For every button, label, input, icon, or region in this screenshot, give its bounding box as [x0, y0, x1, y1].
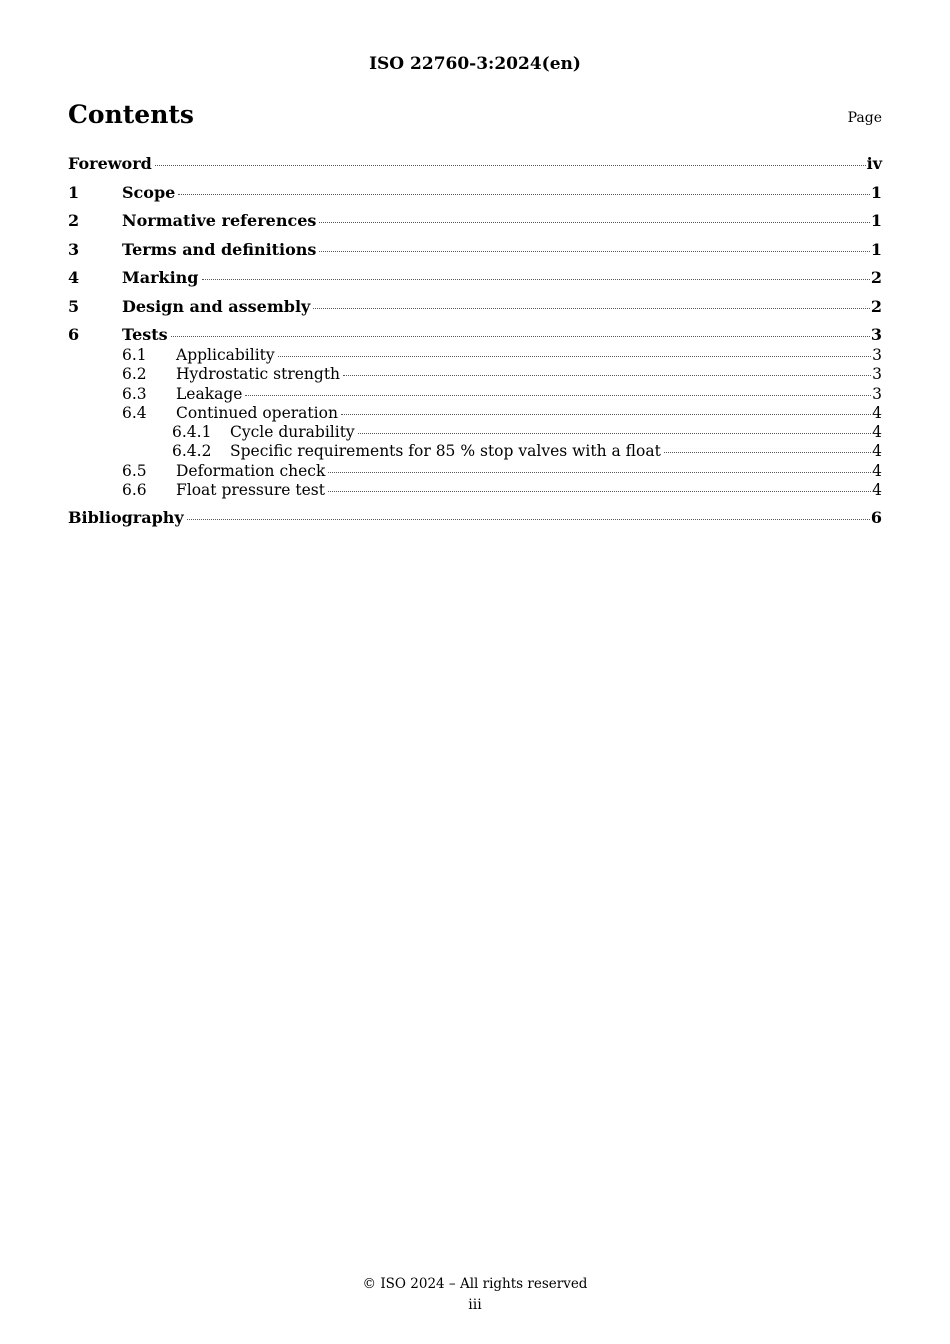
dot-leader: [178, 194, 870, 195]
dot-leader: [155, 165, 866, 166]
dot-leader: [343, 375, 871, 376]
toc-entry-design-and-assembly[interactable]: [68, 296, 882, 318]
toc-entry-page: 4: [872, 423, 882, 442]
toc-entry-page: 4: [872, 403, 882, 422]
toc-entry-title: Float pressure test: [176, 481, 325, 500]
toc-entry-page: 3: [872, 346, 882, 364]
toc-entry-hydrostatic-strength[interactable]: [68, 365, 882, 384]
toc-entry-number: 6.4: [122, 403, 147, 422]
toc-entry-number: 6.2: [122, 365, 147, 384]
toc-entry-page: 3: [872, 365, 882, 384]
toc-entry-title: Cycle durability: [230, 423, 355, 442]
toc-entry-number: 6.4.1: [172, 423, 212, 442]
toc-entry-title: Foreword: [68, 154, 152, 173]
toc-entry-title: Tests: [122, 325, 168, 344]
toc-entry-cycle-durability[interactable]: [68, 423, 882, 442]
toc-entry-number: 2: [68, 211, 80, 230]
table-of-contents: [68, 153, 882, 529]
toc-entry-title: Leakage: [176, 384, 243, 403]
copyright-notice: © ISO 2024 – All rights reserved: [362, 1276, 588, 1292]
document-id-header: ISO 22760-3:2024(en): [369, 54, 581, 74]
toc-entry-foreword[interactable]: [68, 153, 882, 175]
toc-entry-page: 6: [870, 507, 882, 527]
toc-entry-page: 1: [870, 211, 882, 230]
toc-entry-continued-operation[interactable]: [68, 404, 882, 423]
dot-leader: [319, 222, 869, 223]
toc-entry-leakage[interactable]: [68, 385, 882, 404]
toc-entry-title: Continued operation: [176, 403, 338, 422]
toc-entry-title: Bibliography: [68, 507, 184, 527]
toc-entry-number: 6.4.2: [172, 442, 212, 461]
dot-leader: [278, 356, 871, 357]
toc-entry-title: Marking: [122, 268, 199, 287]
toc-entry-title: Terms and definitions: [122, 239, 317, 259]
page-number: iii: [468, 1297, 482, 1313]
toc-entry-title: Normative references: [122, 211, 317, 230]
toc-entry-page: 2: [870, 268, 882, 287]
dot-leader: [313, 308, 870, 309]
toc-entry-page: 1: [870, 239, 882, 259]
toc-entry-number: 6.5: [122, 461, 147, 480]
toc-entry-title: Design and assembly: [122, 296, 311, 316]
dot-leader: [245, 395, 871, 396]
toc-entry-float-pressure-test[interactable]: [68, 481, 882, 500]
toc-entry-specific-requirements-float[interactable]: [68, 442, 882, 461]
toc-entry-number: 6.6: [122, 481, 147, 500]
dot-leader: [328, 491, 871, 492]
toc-entry-title: Deformation check: [176, 461, 326, 480]
toc-entry-page: 2: [870, 296, 882, 316]
toc-entry-page: 4: [872, 481, 882, 500]
toc-entry-page: 3: [872, 384, 882, 403]
dot-leader: [171, 336, 870, 337]
dot-leader: [328, 472, 871, 473]
toc-entry-number: 6: [68, 325, 80, 344]
toc-entry-normative-references[interactable]: [68, 210, 882, 232]
toc-entry-number: 6.1: [122, 346, 147, 364]
dot-leader: [341, 414, 871, 415]
toc-entry-page: iv: [866, 154, 882, 173]
toc-entry-scope[interactable]: [68, 182, 882, 204]
toc-entry-page: 4: [872, 461, 882, 480]
toc-entry-title: Applicability: [176, 346, 275, 364]
dot-leader: [664, 452, 871, 453]
toc-entry-title: Scope: [122, 182, 176, 202]
dot-leader: [187, 519, 870, 520]
toc-entry-title: Hydrostatic strength: [176, 365, 341, 384]
toc-entry-terms-and-definitions[interactable]: [68, 239, 882, 261]
dot-leader: [358, 433, 871, 434]
toc-entry-number: 6.3: [122, 384, 147, 403]
toc-entry-page: 3: [870, 325, 882, 344]
page-column-label: Page: [847, 110, 882, 126]
dot-leader: [319, 251, 869, 252]
contents-heading: Contents: [68, 100, 195, 129]
toc-entry-title: Specific requirements for 85 % stop valves with a float: [230, 442, 661, 461]
toc-entry-bibliography[interactable]: [68, 507, 882, 529]
dot-leader: [202, 279, 870, 280]
toc-entry-deformation-check[interactable]: [68, 462, 882, 481]
toc-entry-page: 1: [870, 182, 882, 202]
toc-entry-page: 4: [872, 442, 882, 461]
toc-entry-marking[interactable]: [68, 267, 882, 289]
toc-entry-number: 4: [68, 268, 80, 287]
toc-entry-tests[interactable]: [68, 324, 882, 346]
toc-entry-number: 1: [68, 182, 80, 202]
toc-entry-applicability[interactable]: [68, 346, 882, 365]
toc-entry-number: 5: [68, 296, 80, 316]
toc-entry-number: 3: [68, 239, 80, 259]
